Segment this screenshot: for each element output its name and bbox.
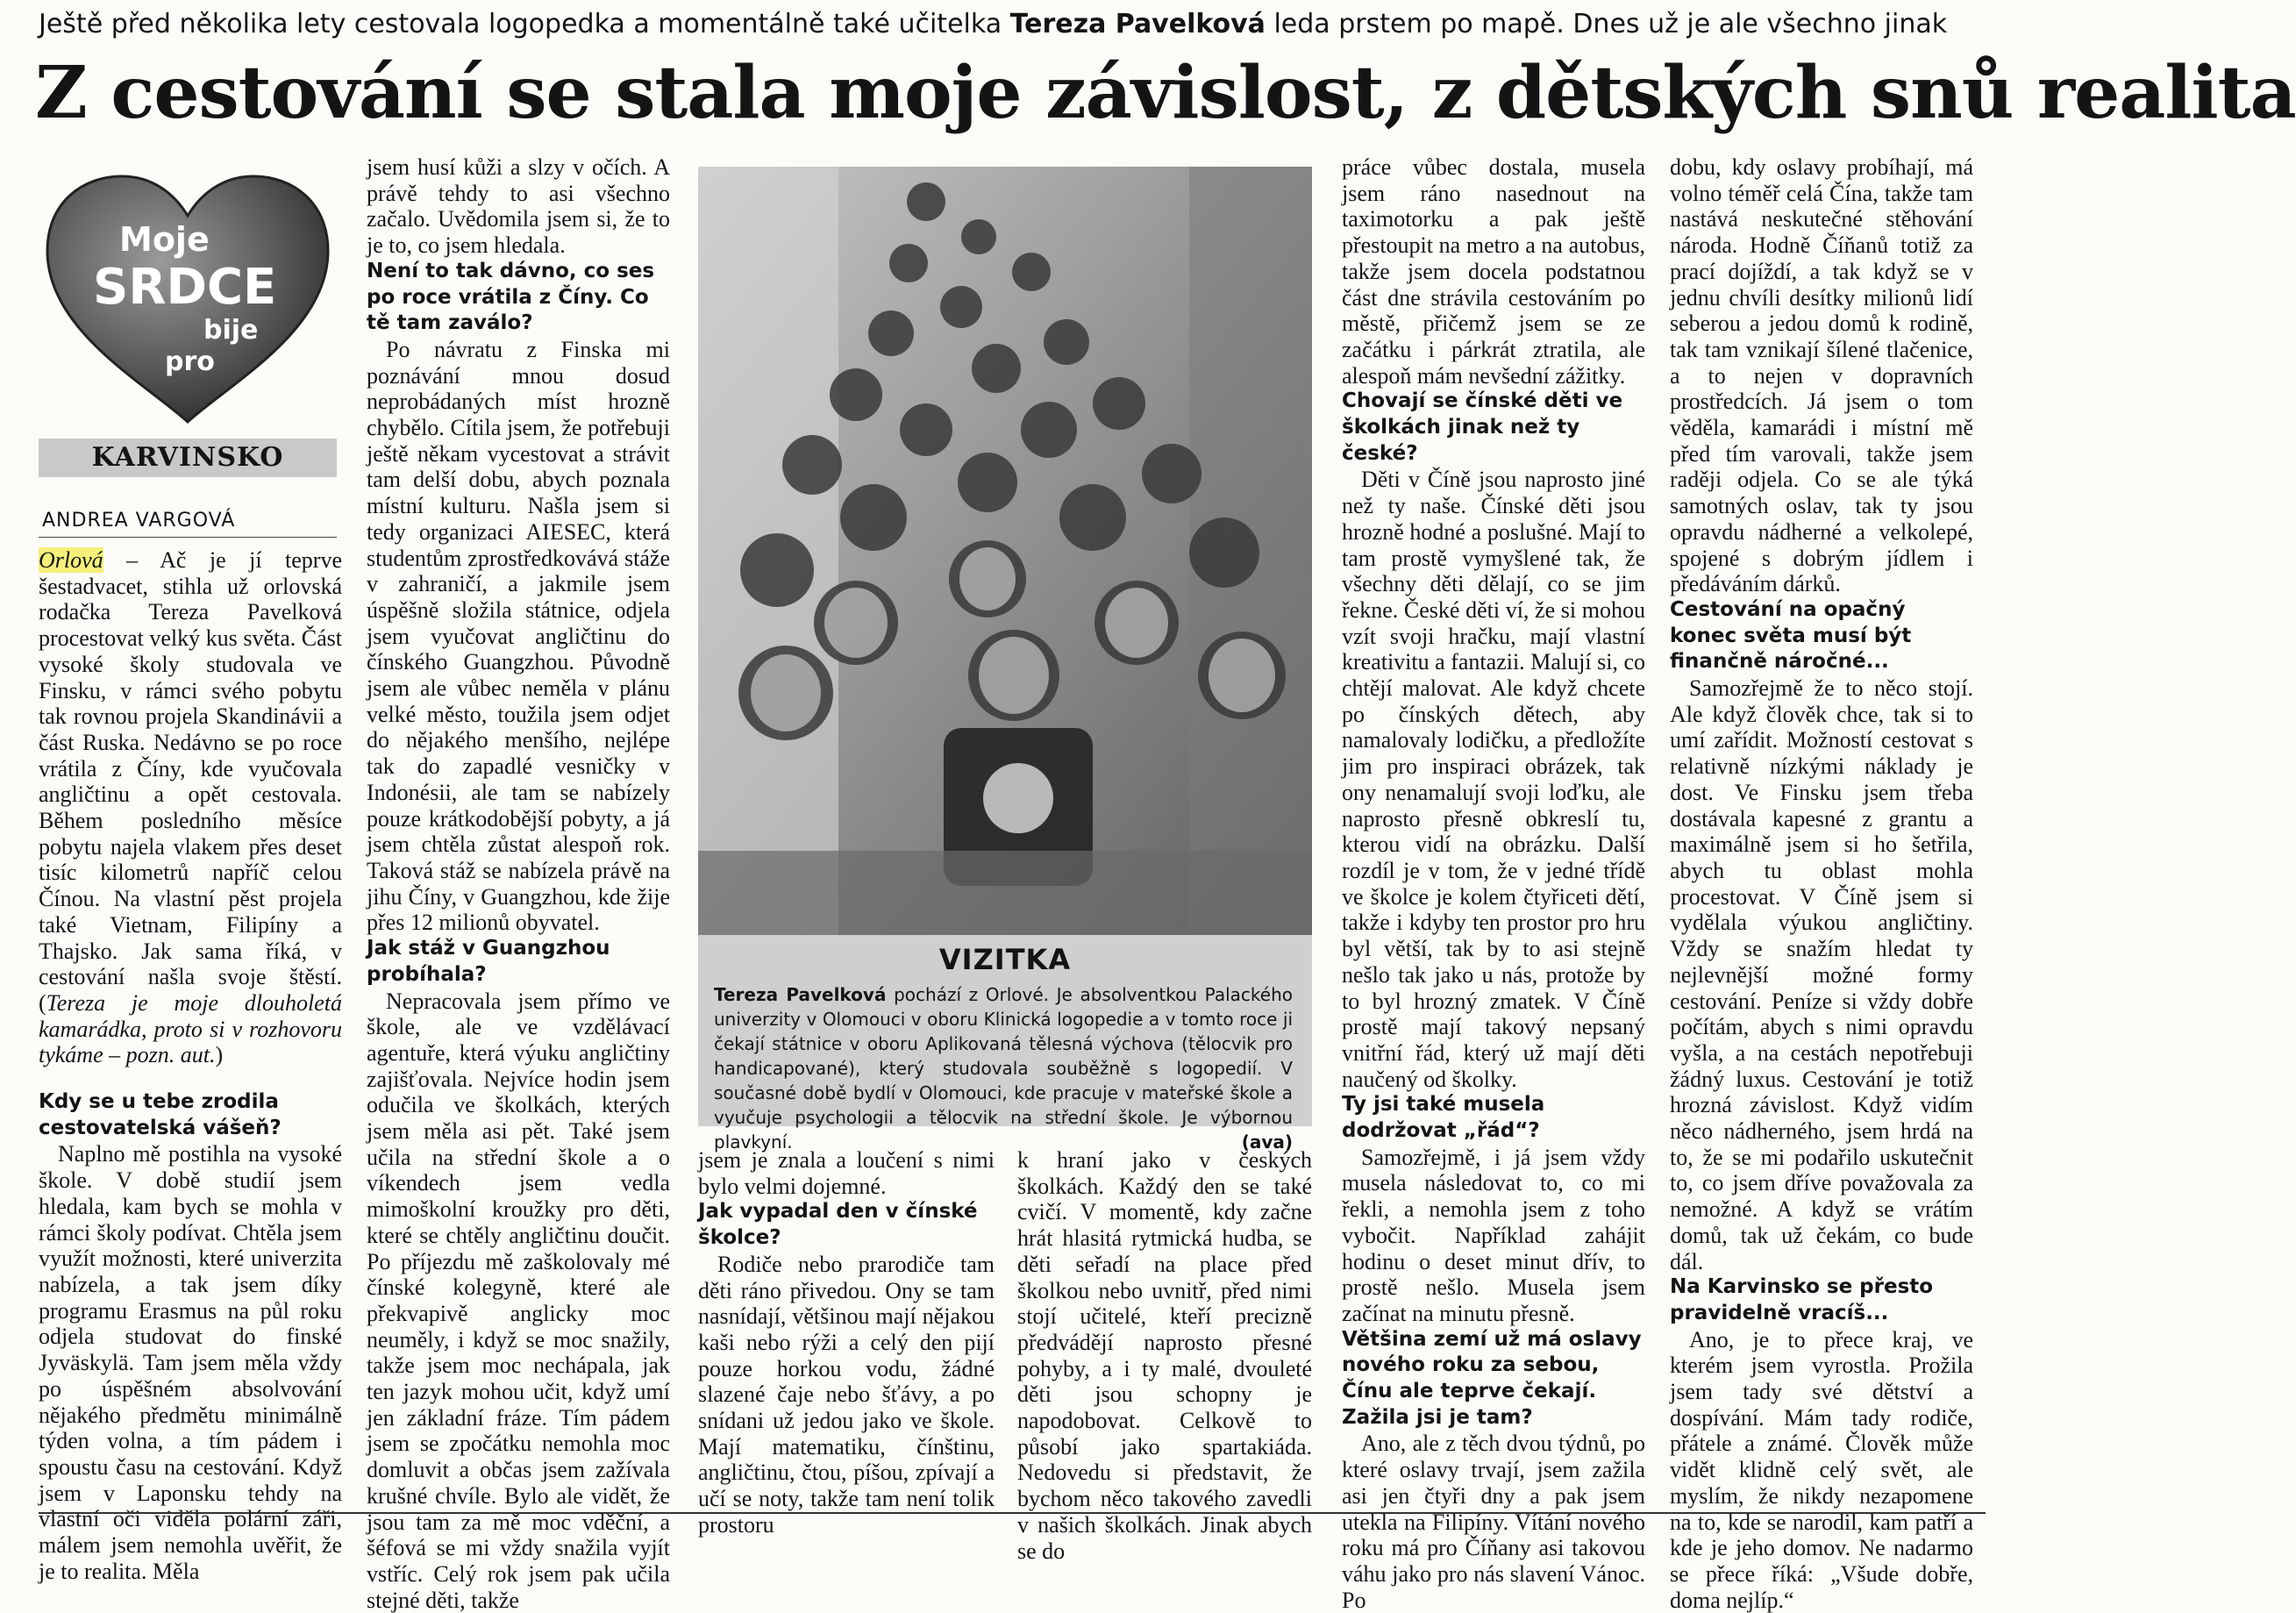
question: Není to tak dávno, co ses po roce vrátila z Číny. Co tě tam zaválo? (367, 259, 670, 337)
article-photo (698, 167, 1312, 935)
article-kicker (39, 7, 1968, 42)
answer: Naplno mě postihla na vysoké škole. V době studií jsem hledala, kam bych se mohla v rámci školy podívat. Chtěla jsem využít možnosti, které univerzita nabízela, a tak jsem díky programu Erasmus na půl roku odjela studovat do finské Jyväskylä. Tam jsem měla vždy po úspěšném absolvování nějakého předmětu minimálně týden volna, a tím pádem i spoustu času na cestování. Když jsem v Laponsku tehdy na vlastní oči viděla polární záři, málem jsem nemohla uvěřit, že je to realita. Měla (39, 1141, 342, 1584)
answer: jsem husí kůži a slzy v očích. A právě tehdy to asi všechno začalo. Uvědomila jsem si, že to je to, co jsem hledala. (367, 154, 670, 259)
answer: Děti v Číně jsou naprosto jiné než ty naše. Čínské děti jsou hrozně hodné a poslušné. Mají to tam prostě vymyšlené tak, že všechny děti dělají, co se jim řekne. České děti ví, že si mohou vzít svoji hračku, mají vlastní kreativitu a fantazii. Malují si, co chtějí malovat. Ale když chcete po čínských dětech, aby namalovaly lodičku, a předložíte jim pro inspiraci obrázek, tak ony nenamalují svoji loďku, ale naprosto přesně obkreslí tu, kterou vidí na obrázku. Další rozdíl je v tom, že v jedné třídě ve školce je kolem čtyřiceti dětí, takže i kdyby ten prostor pro hru byl větší, tak by to asi stejně nešlo tak jako u nás, protože by to byl hrozný zmatek. V Číně prostě mají takový nepsaný vnitřní řád, který už mají děti naučený od školky. (1342, 467, 1645, 1092)
badge-line-pro: pro (165, 346, 215, 377)
question: Jak vypadal den v čínské školce? (698, 1199, 995, 1251)
byline-divider (39, 537, 337, 538)
answer: dobu, kdy oslavy probíhají, má volno téměř celá Čína, takže tam nastává neskutečné stěhování národa. Hodně Číňanů totiž za prací dojíždí, a tak když se v jednu chvíli desítky milionů lidí seberou a jedou domů k rodině, tak tam vznikají šílené tlačenice, a to nejen v dopravních prostředcích. Já jsem o tom věděla, kamarádi i místní mě před tím varovali, takže jsem raději odjela. Co se ale týká samotných oslav, tak ty jsou opravdu nádherné a velkolepé, spojené s dobrým jídlem i předáváním dárků. (1670, 154, 1973, 597)
profile-signature: (ava) (1242, 1130, 1293, 1154)
question: Většina zemí už má oslavy nového roku za sebou, Čínu ale teprve čekají. Zažila jsi je tam? (1342, 1327, 1645, 1431)
answer: Samozřejmě že to něco stojí. Ale když člověk chce, tak si to umí zařídit. Možností cestovat s relativně nízkými náklady je dost. Ve Finsku jsem třeba dostávala kapesné z grantu a maximálně jsem si ho šetřila, abych tu oblast mohla procestovat. V Číně jsem si vydělala výukou angličtiny. Vždy se snažím hledat ty nejlevnější možné formy cestování. Peníze si vždy dobře počítám, abych s nimi opravdu vyšla, a na cestách nepotřebuji žádný luxus. Cestování je totiž hrozná závislost. Když vidím něco nádherného, jsem hrdá na to, že se mi podařilo uskutečnit to, co jsem dříve považovala za nemožné. A když se vrátím domů, tak už čekám, co bude dál. (1670, 675, 1973, 1274)
article-column-1 (39, 547, 342, 1512)
dateline-place: Orlová (39, 547, 103, 573)
badge-line-srdce: SRDCE (93, 259, 276, 316)
heart-icon (39, 172, 337, 426)
article-column-5 (1342, 154, 1645, 1512)
kicker-text: Ještě před několika lety cestovala logopedka a momentálně také učitelka (39, 9, 1010, 39)
kicker-text-end: leda prstem po mapě. Dnes už je ale všechno jinak (1266, 9, 1947, 39)
answer: Rodiče nebo prarodiče tam děti ráno přivedou. Ony se tam nasnídají, většinou mají nějakou kaši nebo rýži a celý den pijí pouze horkou vodu, žádné slazené čaje nebo šťávy, a po snídani už jedou jako ve škole. Mají matematiku, čínštinu, angličtinu, čtou, píšou, zpívají a učí se noty, takže tam není tolik prostoru (698, 1252, 995, 1538)
profile-name: Tereza Pavelková (714, 984, 886, 1005)
profile-box-title: VIZITKA (698, 942, 1312, 977)
badge-line-moje: Moje (119, 220, 210, 259)
question: Na Karvinsko se přesto pravidelně vracíš... (1670, 1274, 1973, 1326)
byline: ANDREA VARGOVÁ (42, 509, 235, 533)
lead-text: – Ač je jí teprve šestadvacet, stihla už orlovská rodačka Tereza Pavelková procestovat velký kus světa. Část vysoké školy studovala ve Finsku, v rámci svého pobytu tak rovnou projela Skandinávii a část Ruska. Nedávno se po roce vrátila z Číny, kde vyučovala angličtinu a opět cestovala. Během posledního měsíce pobytu najela vlakem přes deset tisíc kilometrů napříč celou Čínou. Na vlastní pěst projela také Vietnam, Filipíny a Thajsko. Jak sama říká, v cestování našla svoje štěstí. ( (39, 547, 342, 1016)
article-column-2 (367, 154, 670, 1512)
article-headline: Z cestování se stala moje závislost, z dětských snů realita (35, 49, 1991, 137)
question: Kdy se u tebe zrodila cestovatelská vášeň? (39, 1089, 342, 1141)
question: Chovají se čínské děti ve školkách jinak než ty české? (1342, 389, 1645, 467)
answer: Ano, ale z těch dvou týdnů, po které oslavy trvají, jsem zažila asi jen čtyři dny a pak jsem utekla na Filipíny. Vítání nového roku má pro Číňany asi takovou váhu jako pro nás slavení Vánoc. Po (1342, 1431, 1645, 1613)
answer: Samozřejmě, i já jsem vždy musela následovat to, co mi řekli, a nemohla jsem z toho vybočit. Například zahájit hodinu o deset minut dřív, to prostě nešlo. Musela jsem začínat na minutu přesně. (1342, 1145, 1645, 1327)
answer: Nepracovala jsem přímo ve škole, ale ve vzdělávací agentuře, která výuku angličtiny zajišťovala. Nejvíce hodin jsem odučila ve školkách, kterých jsem měla asi pět. Také jsem učila na střední škole a o víkendech jsem vedla mimoškolní kroužky pro děti, které se chtěly angličtinu doučit. Po příjezdu mě zaškolovaly mé čínské kolegyně, které ale překvapivě anglicky moc neuměly, i když se moc snažily, takže jsem moc nechápala, jak ten jazyk mohou učit, když umí jen základní fráze. Tím pádem jsem se zpočátku nemohla moc domluvit a občas jsem zažívala krušné chvíle. Bylo ale vidět, že jsou tam za mě moc vděční, a šéfová se mi vždy snažila vyjít vstříc. Celý rok jsem pak učila stejné děti, takže (367, 988, 670, 1613)
kicker-name: Tereza Pavelková (1010, 9, 1266, 39)
author-note-end: ) (215, 1042, 223, 1067)
author-note: Tereza je moje dlouholetá kamarádka, proto si v rozhovoru tykáme – pozn. aut. (39, 990, 342, 1067)
badge-line-bije: bije (203, 315, 258, 346)
profile-box-text (714, 982, 1293, 1154)
page-bottom-rule (39, 1512, 1986, 1514)
lead-paragraph (39, 547, 342, 1068)
profile-description: pochází z Orlové. Je absolventkou Palackého univerzity v Olomouci v oboru Klinická logopedie a v tomto roce ji čekají státnice v oboru Aplikovaná tělesná výchova (tělocvik pro handicapované), který studovala souběžně s logopedií. V současné době bydlí v Olomouci, kde pracuje v mateřské škole a vyučuje psychologii a tělocvik na střední škole. Je výbornou plavkyní. (714, 984, 1293, 1153)
question: Cestování na opačný konec světa musí být finančně náročné... (1670, 597, 1973, 675)
article-column-4 (1017, 1147, 1312, 1512)
answer: jsem je znala a loučení s nimi bylo velmi dojemné. (698, 1147, 995, 1199)
profile-box (698, 935, 1312, 1126)
answer: Po návratu z Finska mi poznávání mnou dosud neprobádaných míst hrozně chybělo. Cítila jsem, že potřebuji ještě někam vycestovat a strávit tam delší dobu, abych poznala místní kulturu. Našla jsem si tedy organizaci AIESEC, která studentům zprostředkovává stáže v zahraničí, a jakmile jsem úspěšně složila státnice, odjela jsem vyučovat angličtinu do čínského Guangzhou. Původně jsem ale vůbec neměla v plánu velké město, toužila jsem odjet do nějakého menšího, nejlépe tak do zapadlé vesničky v Indonésii, ale tam se nabízely pouze krátkodobější pobyty, a já jsem chtěla zůstat alespoň rok. Taková stáž se nabízela právě na jihu Číny, v Guangzhou, kde žije přes 12 milionů obyvatel. (367, 337, 670, 936)
answer: k hraní jako v českých školkách. Každý den se také cvičí. V momentě, kdy začne hrát hlasitá rytmická hudba, se děti seřadí na place před školkou nebo uvnitř, před nimi stojí učitelé, kteří precizně předvádějí naprosto přesné pohyby, a i ty malé, dvouleté děti jsou schopny je napodobovat. Celkově to působí jako spartakiáda. Nedovedu si představit, že bychom něco takového zavedli v našich školkách. Jinak abych se do (1017, 1147, 1312, 1564)
article-column-3 (698, 1147, 995, 1512)
answer: práce vůbec dostala, musela jsem ráno nasednout na taximotorku a pak ještě přestoupit na metro a na autobus, takže jsem docela podstatnou část dne strávila cestováním po městě, přičemž jsem se ze začátku i párkrát ztratila, ale alespoň mám nevšední zážitky. (1342, 154, 1645, 389)
article-column-6 (1670, 154, 1973, 1512)
children-photo-illustration (698, 167, 1312, 935)
region-label: KARVINSKO (39, 439, 337, 477)
question: Ty jsi také musela dodržovat „řád“? (1342, 1092, 1645, 1144)
answer: Ano, je to přece kraj, ve kterém jsem vyrostla. Prožila jsem tady své dětství a dospívání. Mám tady rodiče, přátele a známé. Člověk může vidět klidně celý svět, ale myslím, že nikdy nezapomene na to, kde se narodil, kam patří a kde je jeho domov. Ne nadarmo se přece říká: „Všude dobře, doma nejlíp.“ (1670, 1327, 1973, 1613)
question: Jak stáž v Guangzhou probíhala? (367, 936, 670, 988)
